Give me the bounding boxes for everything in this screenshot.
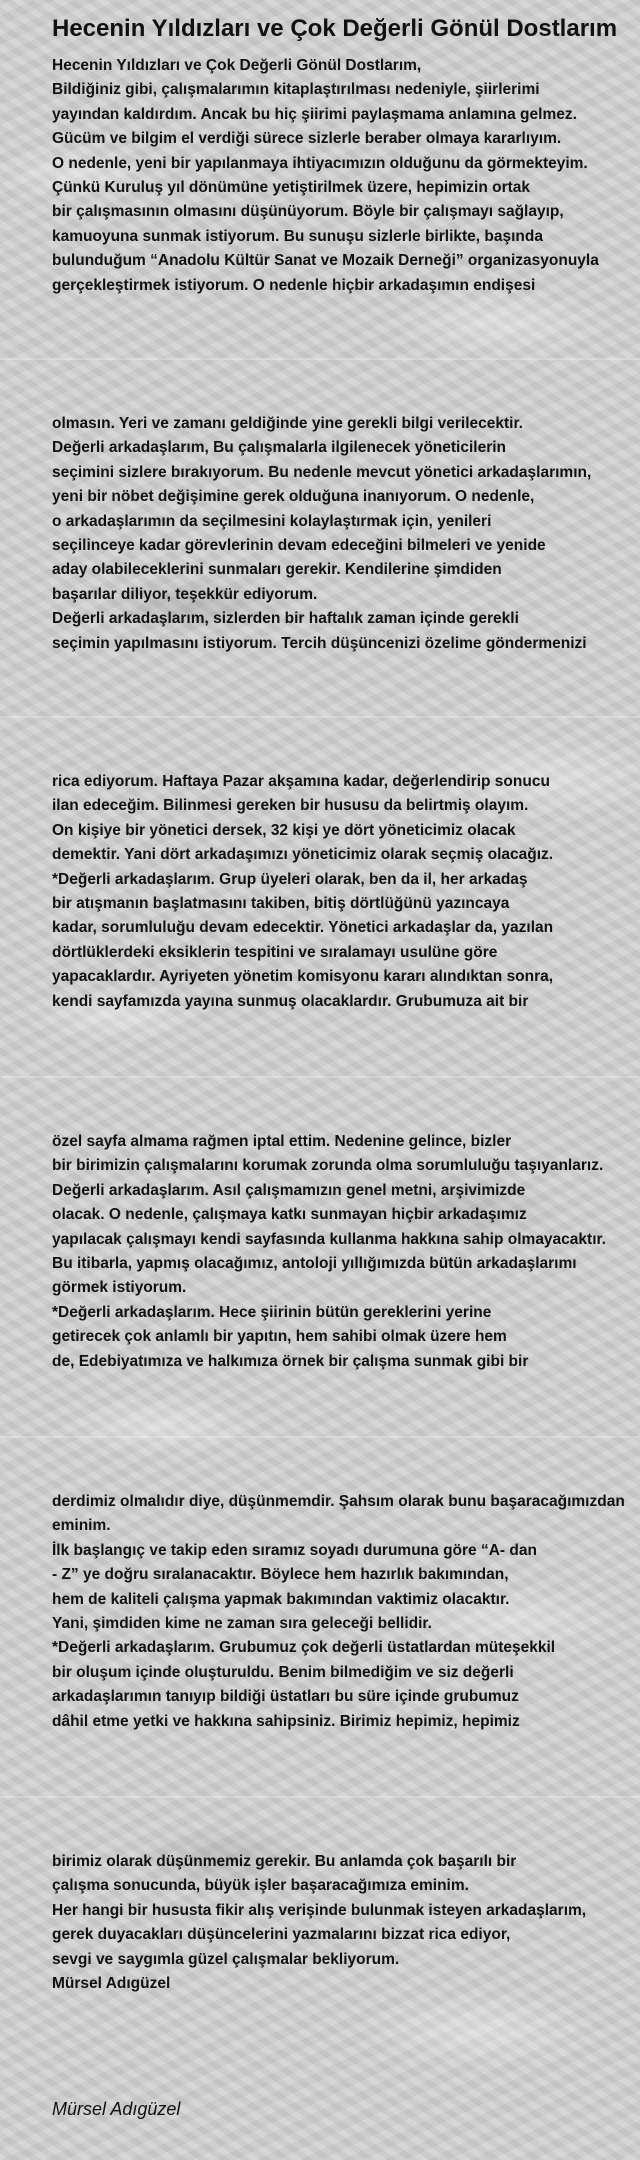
text-line: - Z” ye doğru sıralanacaktır. Böylece hem hazırlık bakımından, [52, 1566, 509, 1584]
text-line: bir oluşum içinde oluşturuldu. Benim bilmediğim ve siz değerli [52, 1663, 514, 1681]
text-line: yeni bir nöbet değişimine gerek olduğuna inanıyorum. O nedenle, [52, 488, 535, 506]
text-line: Mürsel Adıgüzel [52, 1974, 171, 1992]
text-line: sevgi ve saygımla güzel çalışmalar bekliyorum. [52, 1950, 400, 1968]
text-block-5 [52, 1490, 640, 1734]
text-line: aday olabileceklerini sunmaları gerekir. Kendilerine şimdiden [52, 561, 502, 579]
text-line: Yani, şimdiden kime ne zaman sıra geleceği bellidir. [52, 1614, 432, 1632]
section-divider [0, 716, 640, 718]
poem-title: Hecenin Yıldızları ve Çok Değerli Gönül Dostlarım [52, 15, 618, 42]
text-line: çalışma sonucunda, büyük işler başaracağımıza eminim. [52, 1877, 469, 1895]
text-line: derdimiz olmalıdır diye, düşünmemdir. Şahsım olarak bunu başaracağımızdan [52, 1493, 625, 1510]
text-line: ilan edeceğim. Bilinmesi gereken bir hususu da belirtmiş olayım. [52, 797, 529, 815]
text-line: özel sayfa almama rağmen iptal ettim. Nedenine gelince, bizler [52, 1133, 512, 1150]
text-line: Bildiğiniz gibi, çalışmalarımın kitaplaştırılması nedeniyle, şiirlerimi [52, 81, 540, 99]
text-line: olacak. O nedenle, çalışmaya katkı sunmayan hiçbir arkadaşımız [52, 1206, 527, 1224]
text-line: de, Edebiyatımıza ve halkımıza örnek bir çalışma sunmak gibi bir [52, 1352, 529, 1370]
text-line: görmek istiyorum. [52, 1279, 187, 1297]
section-divider [0, 1076, 640, 1078]
text-line: kamuoyuna sunmak istiyorum. Bu sunuşu sizlerle birlikte, başında [52, 227, 543, 245]
section-divider [0, 1436, 640, 1438]
text-line: Değerli arkadaşlarım, Bu çalışmalarla ilgilenecek yöneticilerin [52, 439, 507, 457]
text-line: getirecek çok anlamlı bir yapıtın, hem sahibi olmak üzere hem [52, 1328, 507, 1346]
text-block-4 [52, 1130, 640, 1374]
text-line: o arkadaşlarımın da seçilmesini kolaylaştırmak için, yenileri [52, 512, 492, 530]
text-block-2 [52, 412, 640, 656]
text-line: kadar, sorumluluğu devam edecektir. Yönetici arkadaşlar da, yazılan [52, 919, 554, 937]
text-line: *Değerli arkadaşlarım. Grubumuz çok değerli üstatlardan müteşekkil [52, 1639, 556, 1657]
text-line: Bu itibarla, yapmış olacağımız, antoloji yıllığımızda bütün arkadaşlarımı [52, 1254, 577, 1272]
text-line: arkadaşlarımın tanıyıp bildiği üstatları bu süre içinde grubumuz [52, 1688, 519, 1706]
author-signature: Mürsel Adıgüzel [52, 2099, 181, 2119]
text-line: Değerli arkadaşlarım. Asıl çalışmamızın genel metni, arşivimizde [52, 1181, 526, 1199]
text-line: dâhil etme yetki ve hakkına sahipsiniz. Birimiz hepimiz, hepimiz [52, 1712, 520, 1730]
text-block-3 [52, 770, 640, 1014]
text-block-6 [52, 1850, 640, 1996]
text-line: gerçekleştirmek istiyorum. O nedenle hiçbir arkadaşımın endişesi [52, 276, 536, 294]
text-line: bir birimizin çalışmalarını korumak zorunda olma sorumluluğu taşıyanlarız. [52, 1157, 604, 1175]
text-block-1 [52, 54, 640, 298]
text-line: On kişiye bir yönetici dersek, 32 kişi ye dört yöneticimiz olacak [52, 821, 516, 839]
text-line: eminim. [52, 1517, 111, 1535]
text-line: Hecenin Yıldızları ve Çok Değerli Gönül Dostlarım, [52, 57, 422, 74]
text-line: bir çalışmasının olmasını düşünüyorum. Böyle bir çalışmayı sağlayıp, [52, 203, 564, 221]
text-line: O nedenle, yeni bir yapılanmaya ihtiyacımızın olduğunu da görmekteyim. [52, 154, 588, 172]
section-divider [0, 358, 640, 360]
text-line: seçimini sizlere bırakıyorum. Bu nedenle mevcut yönetici arkadaşlarımın, [52, 463, 592, 481]
text-line: Gücüm ve bilgim el verdiği sürece sizlerle beraber olmaya kararlıyım. [52, 130, 562, 148]
text-line: dörtlüklerdeki eksiklerin tespitini ve sıralamayı usulüne göre [52, 943, 498, 961]
text-line: yapılacak çalışmayı kendi sayfasında kullanma hakkına sahip olmayacaktır. [52, 1230, 606, 1248]
text-line: hem de kaliteli çalışma yapmak bakımından vaktimiz olacaktır. [52, 1590, 510, 1608]
text-line: rica ediyorum. Haftaya Pazar akşamına kadar, değerlendirip sonucu [52, 773, 550, 790]
text-line: gerek duyacakları düşüncelerini yazmalarını bizzat rica ediyor, [52, 1926, 511, 1944]
section-divider [0, 1796, 640, 1798]
text-line: bir atışmanın başlatmasını takiben, bitiş dörtlüğünü yazıncaya [52, 894, 510, 912]
text-line: yapacaklardır. Ayriyeten yönetim komisyonu kararı alındıktan sonra, [52, 968, 554, 986]
text-line: birimiz olarak düşünmemiz gerekir. Bu anlamda çok başarılı bir [52, 1853, 517, 1870]
text-line: Çünkü Kuruluş yıl dönümüne yetiştirilmek üzere, hepimizin ortak [52, 178, 531, 196]
text-line: *Değerli arkadaşlarım. Grup üyeleri olarak, ben da il, her arkadaş [52, 870, 528, 888]
text-line: bulunduğum “Anadolu Kültür Sanat ve Mozaik Derneği” organizasyonuyla [52, 252, 599, 270]
text-line: seçilinceye kadar görevlerinin devam edeceğini bilmeleri ve yenide [52, 536, 546, 554]
text-line: olmasın. Yeri ve zamanı geldiğinde yine gerekli bilgi verilecektir. [52, 415, 523, 432]
text-line: demektir. Yani dört arkadaşımızı yöneticimiz olarak seçmiş olacağız. [52, 846, 554, 864]
text-line: başarılar diliyor, teşekkür ediyorum. [52, 585, 318, 603]
text-line: seçimin yapılmasını istiyorum. Tercih düşüncenizi özelime göndermenizi [52, 634, 587, 652]
text-line: kendi sayfamızda yayına sunmuş olacaklardır. Grubumuza ait bir [52, 992, 529, 1010]
text-line: yayından kaldırdım. Ancak bu hiç şiirimi paylaşmama anlamına gelmez. [52, 105, 577, 123]
text-line: İlk başlangıç ve takip eden sıramız soyadı durumuna göre “A- dan [52, 1541, 537, 1559]
text-line: *Değerli arkadaşlarım. Hece şiirinin bütün gereklerini yerine [52, 1303, 492, 1321]
text-line: Her hangi bir hususta fikir alış verişinde bulunmak isteyen arkadaşlarım, [52, 1901, 587, 1919]
text-line: Değerli arkadaşlarım, sizlerden bir haftalık zaman içinde gerekli [52, 610, 519, 628]
